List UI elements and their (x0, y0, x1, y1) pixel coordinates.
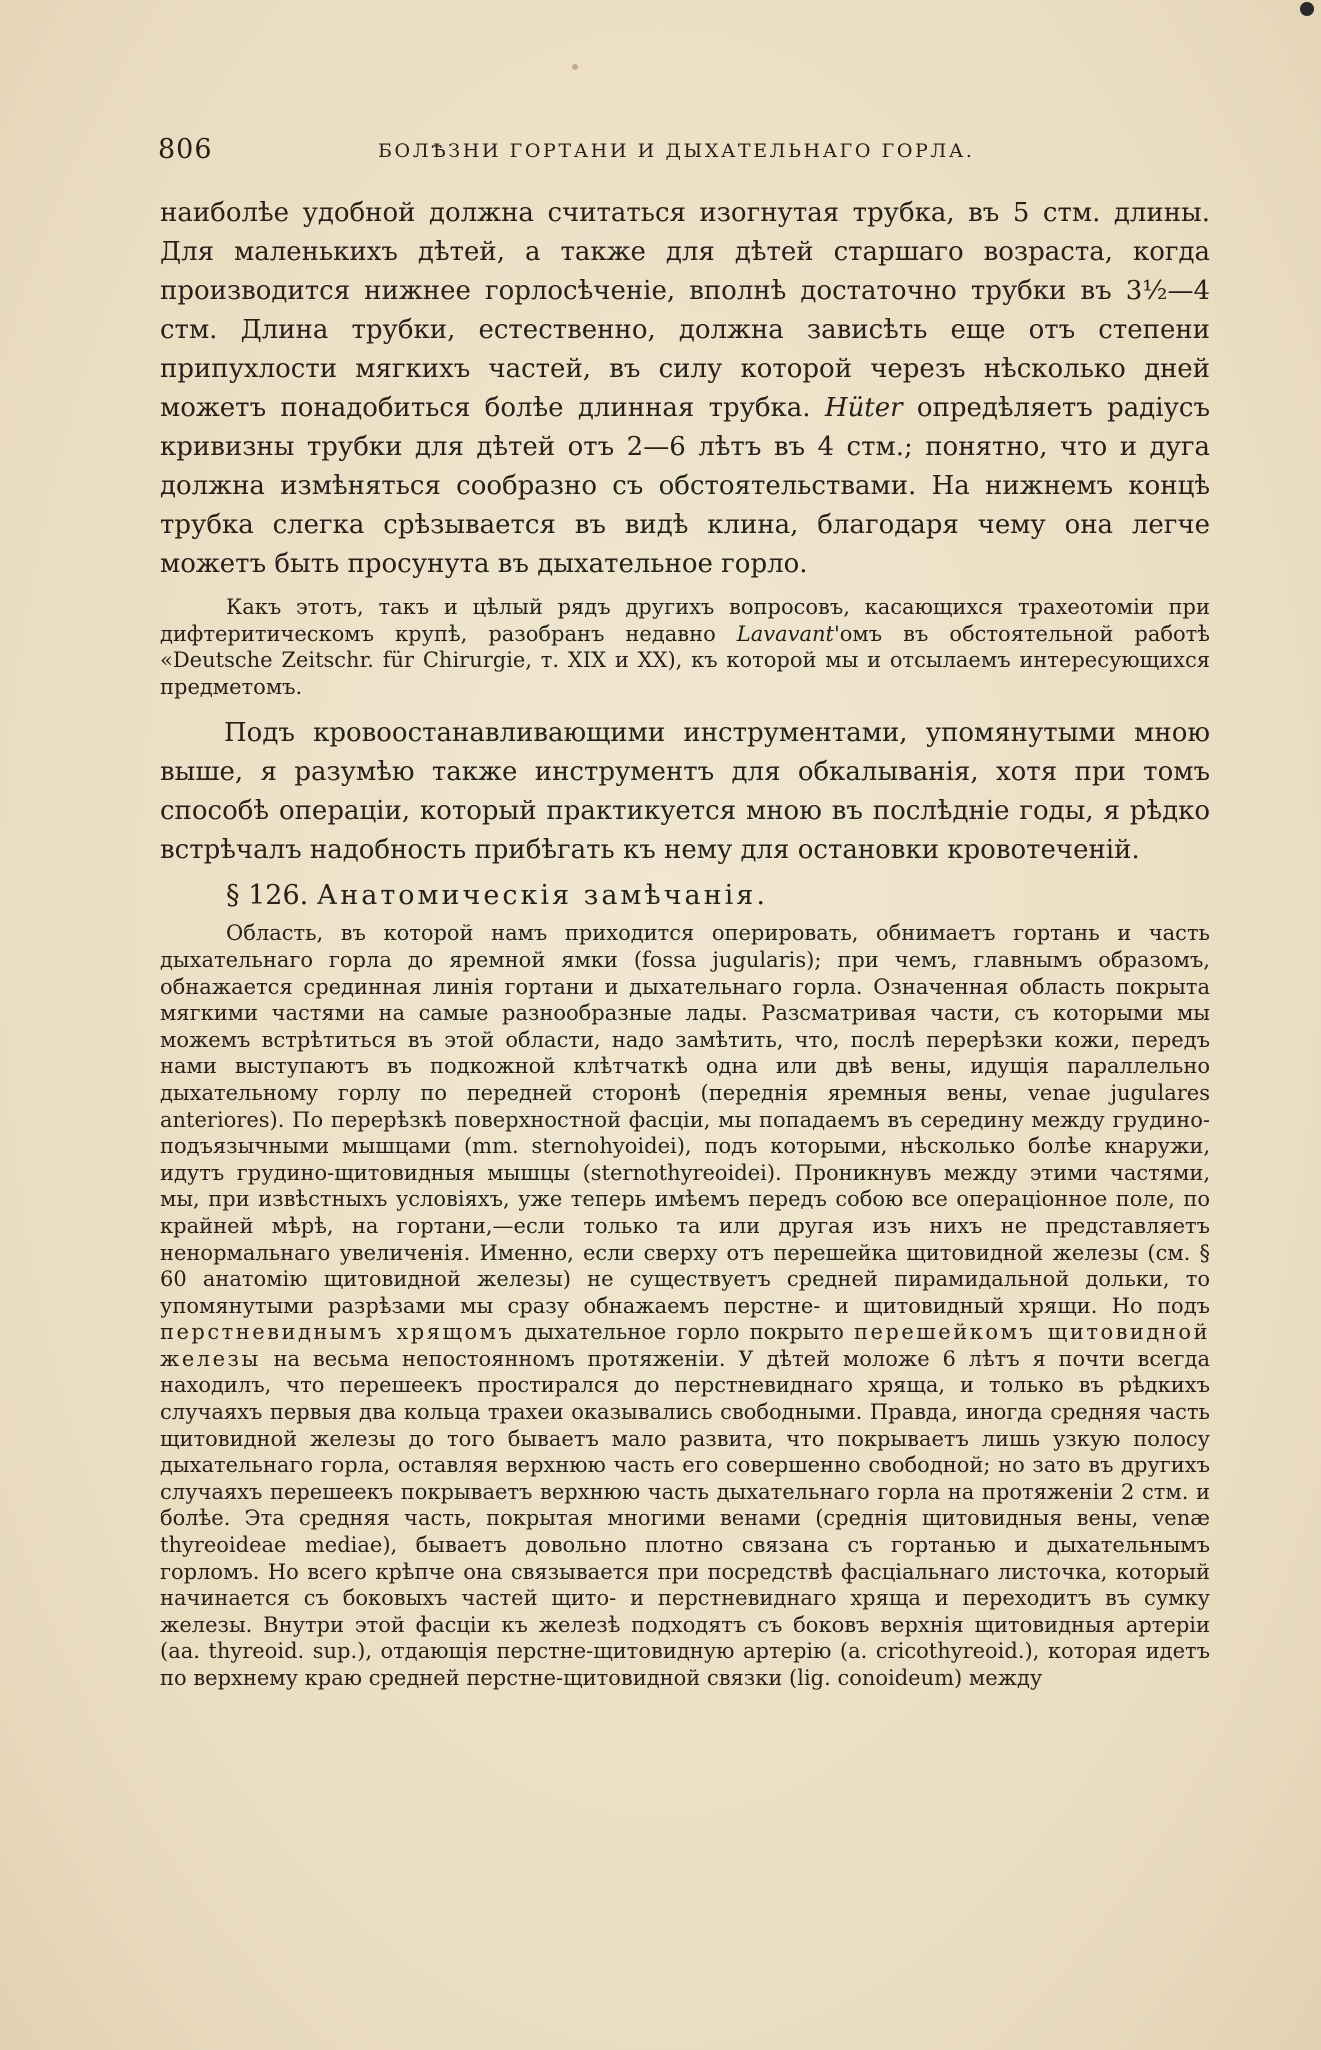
paragraph-text: на весьма непостоянномъ протяженіи. У дѣтей моложе 6 лѣтъ я почти всегда находилъ, что перешеекъ простирался до перстневиднаго хряща, и только въ рѣдкихъ случаяхъ первыя два кольца трахеи оказывались свободными. Правда, иногда средняя часть щитовидной железы до того бываетъ мало развита, что покрываетъ лишь узкую полосу дыхательнаго горла, оставляя верхнюю часть его совершенно свободной; но зато въ другихъ случаяхъ перешеекъ покрываетъ верхнюю часть дыхательнаго горла на протяженіи 2 стм. и болѣе. Эта средняя часть, покрытая многими венами (среднія щитовидныя вены, venæ thyreoideae mediae), бываетъ довольно плотно связана съ гортанью и дыхательнымъ горломъ. Но всего крѣпче она связывается при посредствѣ фасціальнаго листочка, который начинается съ боковыхъ частей щито- и перстневиднаго хряща и переходитъ въ сумку железы. Внутри этой фасціи къ железѣ подходятъ съ боковъ верхнія щитовидныя артеріи (aa. thyreoid. sup.), отдающія перстне-щитовидную артерію (a. cricothyreoid.), которая идетъ по верхнему краю средней перстне-щитовидной связки (lig. conoideum) между (160, 1346, 1210, 1690)
paragraph-anatomy (160, 920, 1210, 1691)
emphasized-text: перстневиднымъ хрящомъ (160, 1320, 515, 1345)
author-name: Hüter (824, 393, 903, 423)
section-heading (226, 876, 1210, 916)
author-name: Lavavant (736, 621, 834, 646)
paragraph-text: наиболѣе удобной должна считаться изогнутая трубка, въ 5 стм. длины. Для маленькихъ дѣтей, а также для дѣтей старшаго возраста, когда производится нижнее горлосѣченіе, вполнѣ достаточно трубки въ 3½—4 стм. Длина трубки, естественно, должна зависѣть еще отъ степени припухлости мягкихъ частей, въ силу которой черезъ нѣсколько дней можетъ понадобиться болѣе длинная трубка. (160, 198, 1210, 423)
paragraph-text: Область, въ которой намъ приходится оперировать, обнимаетъ гортань и часть дыхательнаго горла до яремной ямки (fossa jugularis); при чемъ, главнымъ образомъ, обнажается срединная линія гортани и дыхательнаго горла. Означенная область покрыта мягкими частями на самые разнообразные лады. Разсматривая части, съ которыми мы можемъ встрѣтиться въ этой области, надо замѣтить, что, послѣ перерѣзки кожи, передъ нами выступаютъ въ подкожной клѣтчаткѣ одна или двѣ вены, идущія параллельно дыхательному горлу по передней сторонѣ (переднія яремныя вены, venae jugulares anteriores). По перерѣзкѣ поверхностной фасціи, мы попадаемъ въ середину между грудино-подъязычными мышцами (mm. sternohyoidei), подъ которыми, нѣсколько болѣе кнаружи, идутъ грудино-щитовидныя мышцы (sternothyreoidei). Проникнувъ между этими частями, мы, при извѣстныхъ условіяхъ, уже теперь имѣемъ передъ собою все операціонное поле, по крайней мѣрѣ, на гортани,—если только та или другая изъ нихъ не представляетъ ненормальнаго увеличенія. Именно, если сверху отъ перешейка щитовидной железы (см. § 60 анатомію щитовидной железы) не существуетъ средней пирамидальной дольки, то упомянутыми разрѣзами мы сразу обнажаемъ перстне- и щитовидный хрящи. Но подъ (160, 921, 1210, 1318)
paragraph-hemostatic-instruments: Подъ кровоостанавливающими инструментами, упомянутыми мною выше, я разумѣю также инструментъ для обкалыванія, хотя при томъ способѣ операціи, который практикуется мною въ послѣдніе годы, я рѣдко встрѣчалъ надобность прибѣгать къ нему для остановки кровотеченій. (160, 718, 1210, 866)
note-text: 'омъ въ обстоятельной работѣ «Deutsche Zeitschr. für Chirurgie, т. XIX и XX), къ которой мы и отсылаемъ интересующихся предметомъ. (160, 621, 1210, 699)
running-title: БОЛѢЗНИ ГОРТАНИ И ДЫХАТЕЛЬНАГО ГОРЛА. (378, 140, 975, 162)
page-number: 806 (158, 134, 213, 165)
paper-speck (572, 64, 578, 70)
section-title: Анатомическія замѣчанія. (316, 880, 768, 912)
paragraph-tracheal-tube (160, 194, 1210, 584)
emphasized-text: перешейкомъ щитовидной железы (160, 1320, 1210, 1371)
section-number: § 126. (226, 880, 309, 912)
body-text (160, 194, 1210, 1692)
page-header (158, 134, 1208, 174)
footnote-paragraph (160, 594, 1210, 700)
paragraph-text: опредѣляетъ радіусъ кривизны трубки для дѣтей отъ 2—6 лѣтъ въ 4 стм.; понятно, что и дуга должна измѣняться сообразно съ обстоятельствами. На нижнемъ концѣ трубка слегка срѣзывается въ видѣ клина, благодаря чему она легче можетъ быть просунута въ дыхательное горло. (160, 393, 1210, 579)
note-text: Какъ этотъ, такъ и цѣлый рядъ другихъ вопросовъ, касающихся трахеотоміи при дифтеритическомъ крупѣ, разобранъ недавно (160, 595, 1210, 646)
corner-mark (1300, 2, 1314, 16)
paragraph-text: дыхательное горло покрыто (524, 1320, 844, 1345)
